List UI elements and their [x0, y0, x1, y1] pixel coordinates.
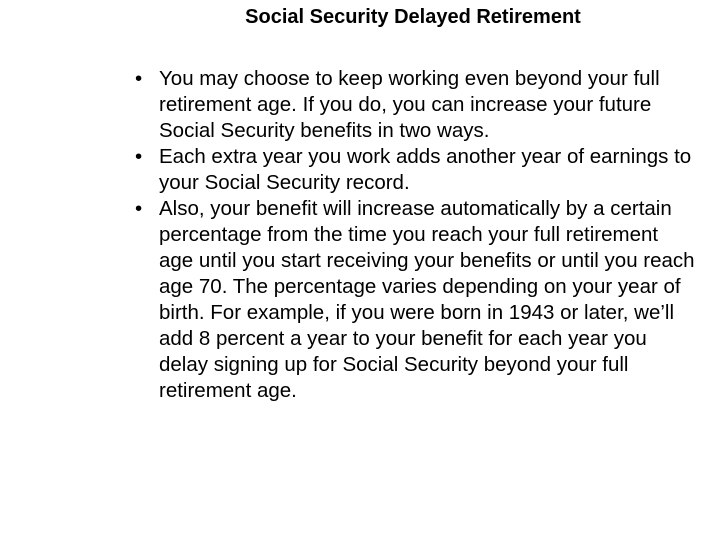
bullet-item-2	[135, 144, 695, 196]
bullet-text: Each extra year you work adds another year of earnings to your Social Security record.	[159, 145, 692, 194]
bullet-item-3	[135, 196, 695, 404]
bullet-list	[135, 66, 695, 404]
bullet-dot-icon: •	[135, 67, 143, 90]
bullet-text: You may choose to keep working even beyond your full retirement age. If you do, you can increase your future Social Security benefits in two ways.	[159, 67, 660, 142]
bullet-item-1	[135, 66, 695, 144]
slide-title: Social Security Delayed Retirement	[245, 6, 581, 28]
bullet-dot-icon: •	[135, 145, 143, 168]
bullet-dot-icon: •	[135, 197, 143, 220]
bullet-text: Also, your benefit will increase automatically by a certain percentage from the time you reach your full retirement age until you start receiving your benefits or until you reach age 70. The percentage varies depending on your year of birth. For example, if you were born in 1943 or later, we’ll add 8 percent a year to your benefit for each year you delay signing up for Social Security beyond your full retirement age.	[159, 197, 695, 402]
